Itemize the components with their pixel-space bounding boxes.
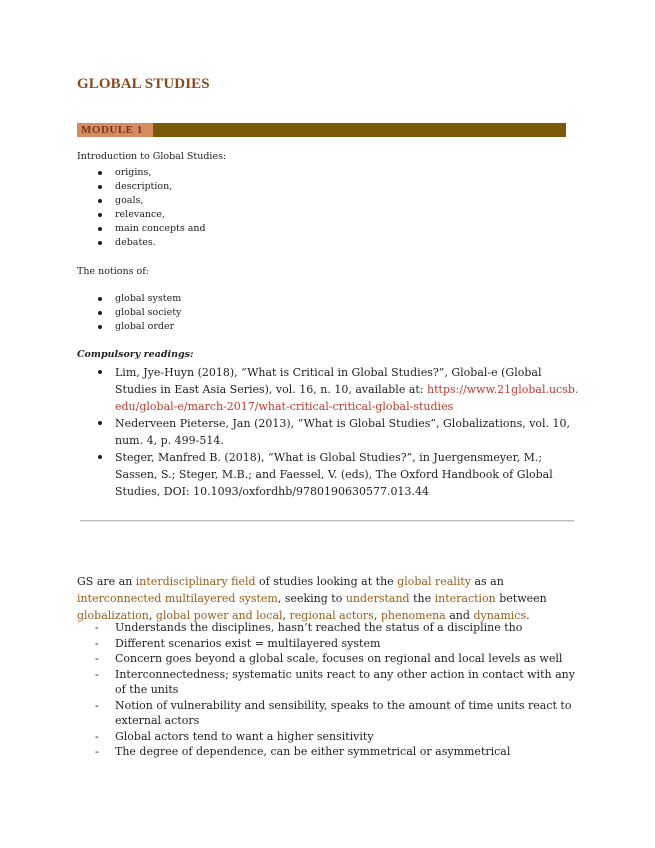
- reading-item: [77, 415, 582, 449]
- text-run: ,: [148, 609, 156, 622]
- reading-item: [77, 364, 582, 415]
- text-run: ,: [282, 609, 290, 622]
- text-run: and: [445, 609, 474, 622]
- compulsory-readings-heading: Compulsory readings:: [77, 349, 194, 360]
- intro-list: [77, 166, 206, 250]
- highlight-term: interdisciplinary field: [135, 575, 256, 588]
- reading-text: Lim, Jye-Huyn (2018), “What is Critical in Global Studies?”, Global-e (Global Studies in East Asia Series), vol. 16, n. 10, available at:: [115, 366, 542, 396]
- notes-list: [77, 620, 577, 760]
- reading-text: Steger, Manfred B. (2018), “What is Global Studies?”, in Juergensmeyer, M.; Sassen, S.; Steger, M.B.; and Faessel, V. (eds), The Oxford Handbook of Global Studies, DOI: 10.1093/oxfordhb/9780190630577.013.44: [115, 451, 553, 498]
- definition-paragraph: [77, 573, 577, 624]
- reading-text: Nederveen Pieterse, Jan (2013), “What is Global Studies”, Globalizations, vol. 10, num. 4, p. 499-514.: [115, 417, 571, 447]
- list-item: debates.: [77, 236, 206, 250]
- note-item: - Interconnectedness; systematic units react to any other action in contact with any of the units: [77, 667, 577, 698]
- highlight-term: globalization: [77, 609, 149, 622]
- highlight-term: global power and local: [155, 609, 283, 622]
- note-item: - Global actors tend to want a higher sensitivity: [77, 729, 577, 745]
- text-run: , seeking to: [277, 592, 346, 605]
- note-item: - Concern goes beyond a global scale, focuses on regional and local levels as well: [77, 651, 577, 667]
- page-title: GLOBAL STUDIES: [77, 76, 210, 92]
- list-item: global order: [77, 320, 181, 334]
- highlight-term: interaction: [434, 592, 496, 605]
- notions-list: [77, 292, 181, 334]
- intro-heading: Introduction to Global Studies:: [77, 151, 227, 162]
- list-item: description,: [77, 180, 206, 194]
- reading-item: [77, 449, 582, 500]
- note-item: - The degree of dependence, can be either symmetrical or asymmetrical: [77, 744, 577, 760]
- text-run: GS are an: [77, 575, 136, 588]
- readings-list: [77, 364, 582, 500]
- module-label: MODULE 1: [77, 123, 153, 137]
- list-item: global society: [77, 306, 181, 320]
- highlight-term: regional actors: [289, 609, 374, 622]
- list-item: origins,: [77, 166, 206, 180]
- highlight-term: dynamics: [473, 609, 527, 622]
- text-run: the: [409, 592, 435, 605]
- module-header-bar: [77, 123, 566, 137]
- text-run: between: [495, 592, 547, 605]
- note-item: - Different scenarios exist = multilayered system: [77, 636, 577, 652]
- highlight-term: phenomena: [380, 609, 446, 622]
- list-item: goals,: [77, 194, 206, 208]
- note-item: - Notion of vulnerability and sensibility, speaks to the amount of time units react to external actors: [77, 698, 577, 729]
- text-run: of studies looking at the: [255, 575, 398, 588]
- list-item: relevance,: [77, 208, 206, 222]
- text-run: ,: [373, 609, 381, 622]
- list-item: global system: [77, 292, 181, 306]
- horizontal-divider: [80, 520, 574, 522]
- highlight-term: interconnected multilayered system: [77, 592, 278, 605]
- note-item: - Understands the disciplines, hasn’t reached the status of a discipline tho: [77, 620, 577, 636]
- text-run: .: [526, 609, 530, 622]
- text-run: as an: [470, 575, 504, 588]
- highlight-term: global reality: [397, 575, 471, 588]
- notions-heading: The notions of:: [77, 266, 149, 277]
- highlight-term: understand: [345, 592, 410, 605]
- reading-link[interactable]: https://www.21global.ucsb.edu/global-e/march-2017/what-critical-critical-global-studies: [115, 383, 579, 413]
- list-item: main concepts and: [77, 222, 206, 236]
